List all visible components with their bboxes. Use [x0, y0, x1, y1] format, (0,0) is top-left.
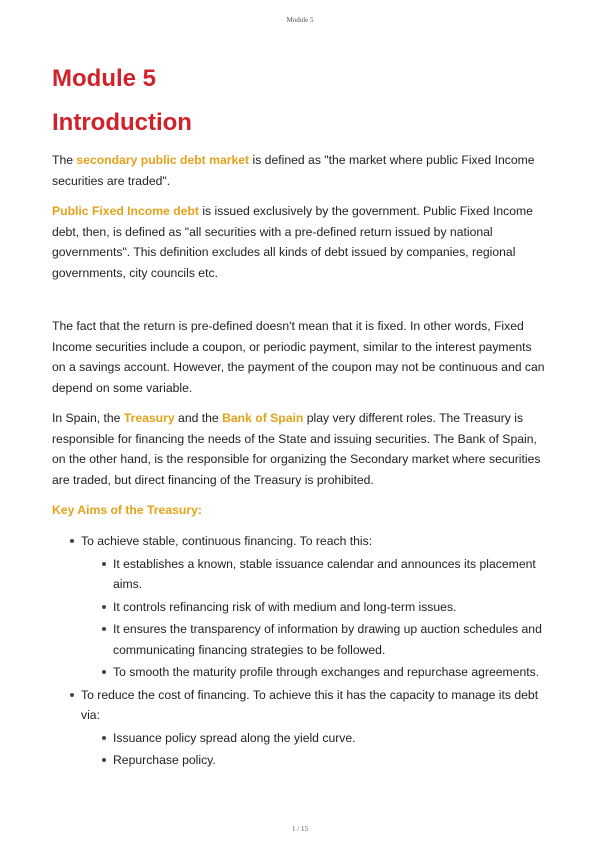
bullet-icon — [102, 736, 106, 740]
running-header: Module 5 — [286, 16, 314, 24]
list-item-text: It controls refinancing risk of with medium and long-term issues. — [113, 599, 457, 614]
module-title: Module 5 — [52, 65, 157, 92]
highlighted-term: Bank of Spain — [222, 411, 304, 425]
bullet-icon — [70, 693, 74, 697]
sub-list-item — [113, 554, 548, 595]
key-aims-heading: Key Aims of the Treasury: — [52, 503, 202, 517]
text: is issued exclusively by the government. Public Fixed Income debt, then, is defined as "all securities with a pre-defined return issued by national governments". This definition excludes all kinds of debt issued by companies, regional governments, city councils etc. — [52, 204, 533, 280]
paragraph-roles — [52, 408, 548, 490]
sub-list-item — [113, 597, 548, 618]
bullet-icon — [102, 670, 106, 674]
highlighted-term: Treasury — [123, 411, 175, 425]
paragraph-secondary-market — [52, 150, 548, 191]
sub-list-item — [113, 728, 548, 749]
bullet-icon — [70, 539, 74, 543]
sub-list-item — [113, 750, 548, 771]
bullet-icon — [102, 758, 106, 762]
sub-list — [81, 554, 548, 683]
sub-list-item — [113, 619, 548, 660]
highlighted-term: Public Fixed Income debt — [52, 204, 199, 218]
text: The — [52, 153, 77, 167]
sub-list-item — [113, 662, 548, 683]
section-heading: Introduction — [52, 109, 192, 136]
text: play very different roles. The Treasury is responsible for financing the needs of the State and issuing securities. The Bank of Spain, on the other hand, is the responsible for organizing the Secondary market where securities are traded, but direct financing of the Treasury is prohibited. — [52, 411, 541, 487]
text: In Spain, the — [52, 411, 124, 425]
bullet-icon — [102, 562, 106, 566]
list-item-text: To achieve stable, continuous financing. To reach this: — [81, 534, 373, 548]
page-number: 1 / 15 — [292, 825, 308, 833]
bullet-icon — [102, 627, 106, 631]
sub-list — [81, 728, 548, 771]
paragraph-public-debt — [52, 201, 548, 283]
list-item — [81, 531, 548, 683]
list-item-text: It establishes a known, stable issuance calendar and announces its placement aims. — [113, 556, 536, 591]
list-item-text: To reduce the cost of financing. To achieve this it has the capacity to manage its debt via: — [81, 687, 539, 722]
list-item-text: It ensures the transparency of information by drawing up auction schedules and communicating financing strategies to be followed. — [113, 622, 542, 657]
text: is defined as "the market where public Fixed Income securities are traded". — [52, 153, 535, 188]
list-item — [81, 685, 548, 771]
text: and the — [174, 411, 223, 425]
list-item-text: Repurchase policy. — [113, 753, 216, 767]
document-body — [52, 62, 548, 773]
list-item-text: To smooth the maturity profile through exchanges and repurchase agreements. — [113, 665, 540, 679]
list-item-text: Issuance policy spread along the yield curve. — [113, 730, 356, 745]
highlighted-term: secondary public debt market — [76, 153, 250, 167]
paragraph-return: The fact that the return is pre-defined doesn't mean that it is fixed. In other words, Fixed Income securities include a coupon, or periodic payment, similar to the interest payments on a savings account. However, the payment of the coupon may not be continuous and can depend on some variable. — [52, 319, 545, 395]
bullet-icon — [102, 605, 106, 609]
key-aims-list — [52, 531, 548, 771]
